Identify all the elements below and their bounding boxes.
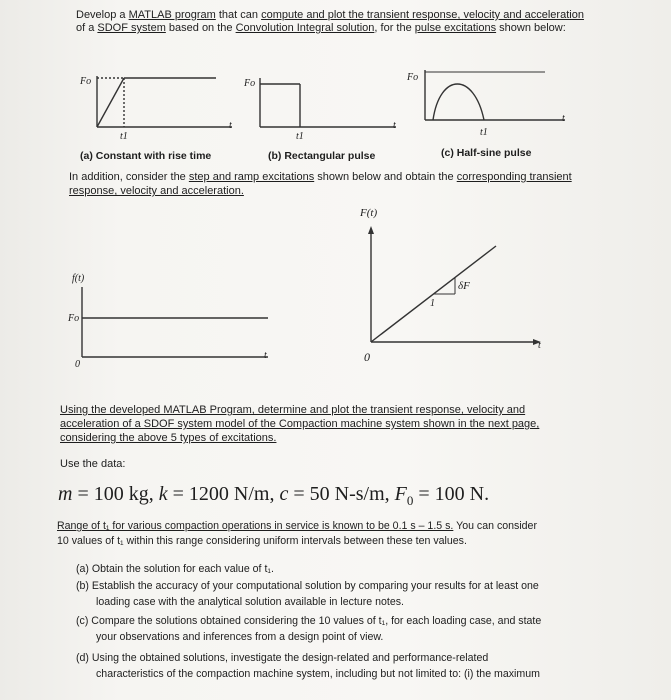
t-label-b: t: [393, 120, 396, 131]
item-c-line-2: your observations and inferences from a design point of view.: [96, 631, 384, 643]
t-label-ramp: t: [538, 340, 541, 351]
fo-label-a: Fo: [80, 76, 92, 87]
step-ramp-line-2: response, velocity and acceleration.: [69, 185, 244, 197]
step-excitation-diagram: [82, 287, 268, 357]
range-line-2: 10 values of t₁ within this range considering uniform intervals between these ten values.: [57, 535, 467, 547]
item-c-line-1: (c) Compare the solutions obtained considering the 10 values of t₁, for each loading case, and state: [76, 615, 542, 627]
origin-label-step: 0: [75, 359, 80, 370]
t1-label-b: t1: [296, 131, 304, 142]
item-d-line-2: characteristics of the compaction machine system, including but not limited to: (i) the maximum: [96, 668, 540, 680]
caption-a: (a) Constant with rise time: [80, 150, 212, 162]
t-label-c: t: [562, 113, 565, 124]
task-line-2: acceleration of a SDOF system model of the Compaction machine system shown in the next page,: [60, 418, 540, 430]
one-label: 1: [430, 298, 435, 309]
range-line-1: Range of t₁ for various compaction operations in service is known to be 0.1 s – 1.5 s. You can consider: [57, 520, 537, 532]
t1-label-c: t1: [480, 127, 488, 138]
item-b-line-2: loading case with the analytical solution available in lecture notes.: [96, 596, 404, 608]
item-b-line-1: (b) Establish the accuracy of your computational solution by comparing your results for at least one: [76, 580, 539, 592]
task-line-3: considering the above 5 types of excitations.: [60, 432, 277, 444]
task-line-1: Using the developed MATLAB Program, determine and plot the transient response, velocity and: [60, 404, 526, 416]
fo-label-step: Fo: [68, 313, 80, 324]
caption-c: (c) Half-sine pulse: [441, 147, 532, 159]
ramp-excitation-diagram: [368, 226, 541, 345]
item-d-line-1: (d) Using the obtained solutions, investigate the design-related and performance-related: [76, 652, 489, 664]
caption-b: (b) Rectangular pulse: [268, 150, 376, 162]
fo-label-b: Fo: [244, 78, 256, 89]
f-t-label: f(t): [72, 273, 85, 284]
given-data-equation: m = 100 kg, k = 1200 N/m, c = 50 N-s/m, $F_0 = 100$ N.: [58, 483, 490, 508]
origin-label-ramp: 0: [364, 350, 370, 364]
intro-line-1: Develop a MATLAB program that can compute and plot the transient response, velocity and acceleration: [76, 9, 584, 21]
item-a: (a) Obtain the solution for each value of t₁.: [76, 563, 274, 575]
t1-label-a: t1: [120, 131, 128, 142]
t-label-a: t: [229, 120, 232, 131]
use-data-label: Use the data:: [60, 458, 126, 470]
step-ramp-line-1: In addition, consider the step and ramp excitations shown below and obtain the corresponding transient: [69, 171, 572, 183]
delta-f-label: δF: [458, 280, 470, 292]
fo-label-c: Fo: [407, 72, 419, 83]
F-t-label: F(t): [360, 207, 378, 219]
intro-line-2: of a SDOF system based on the Convolution Integral solution, for the pulse excitations shown below:: [76, 22, 566, 34]
t-label-step: t: [264, 350, 267, 361]
